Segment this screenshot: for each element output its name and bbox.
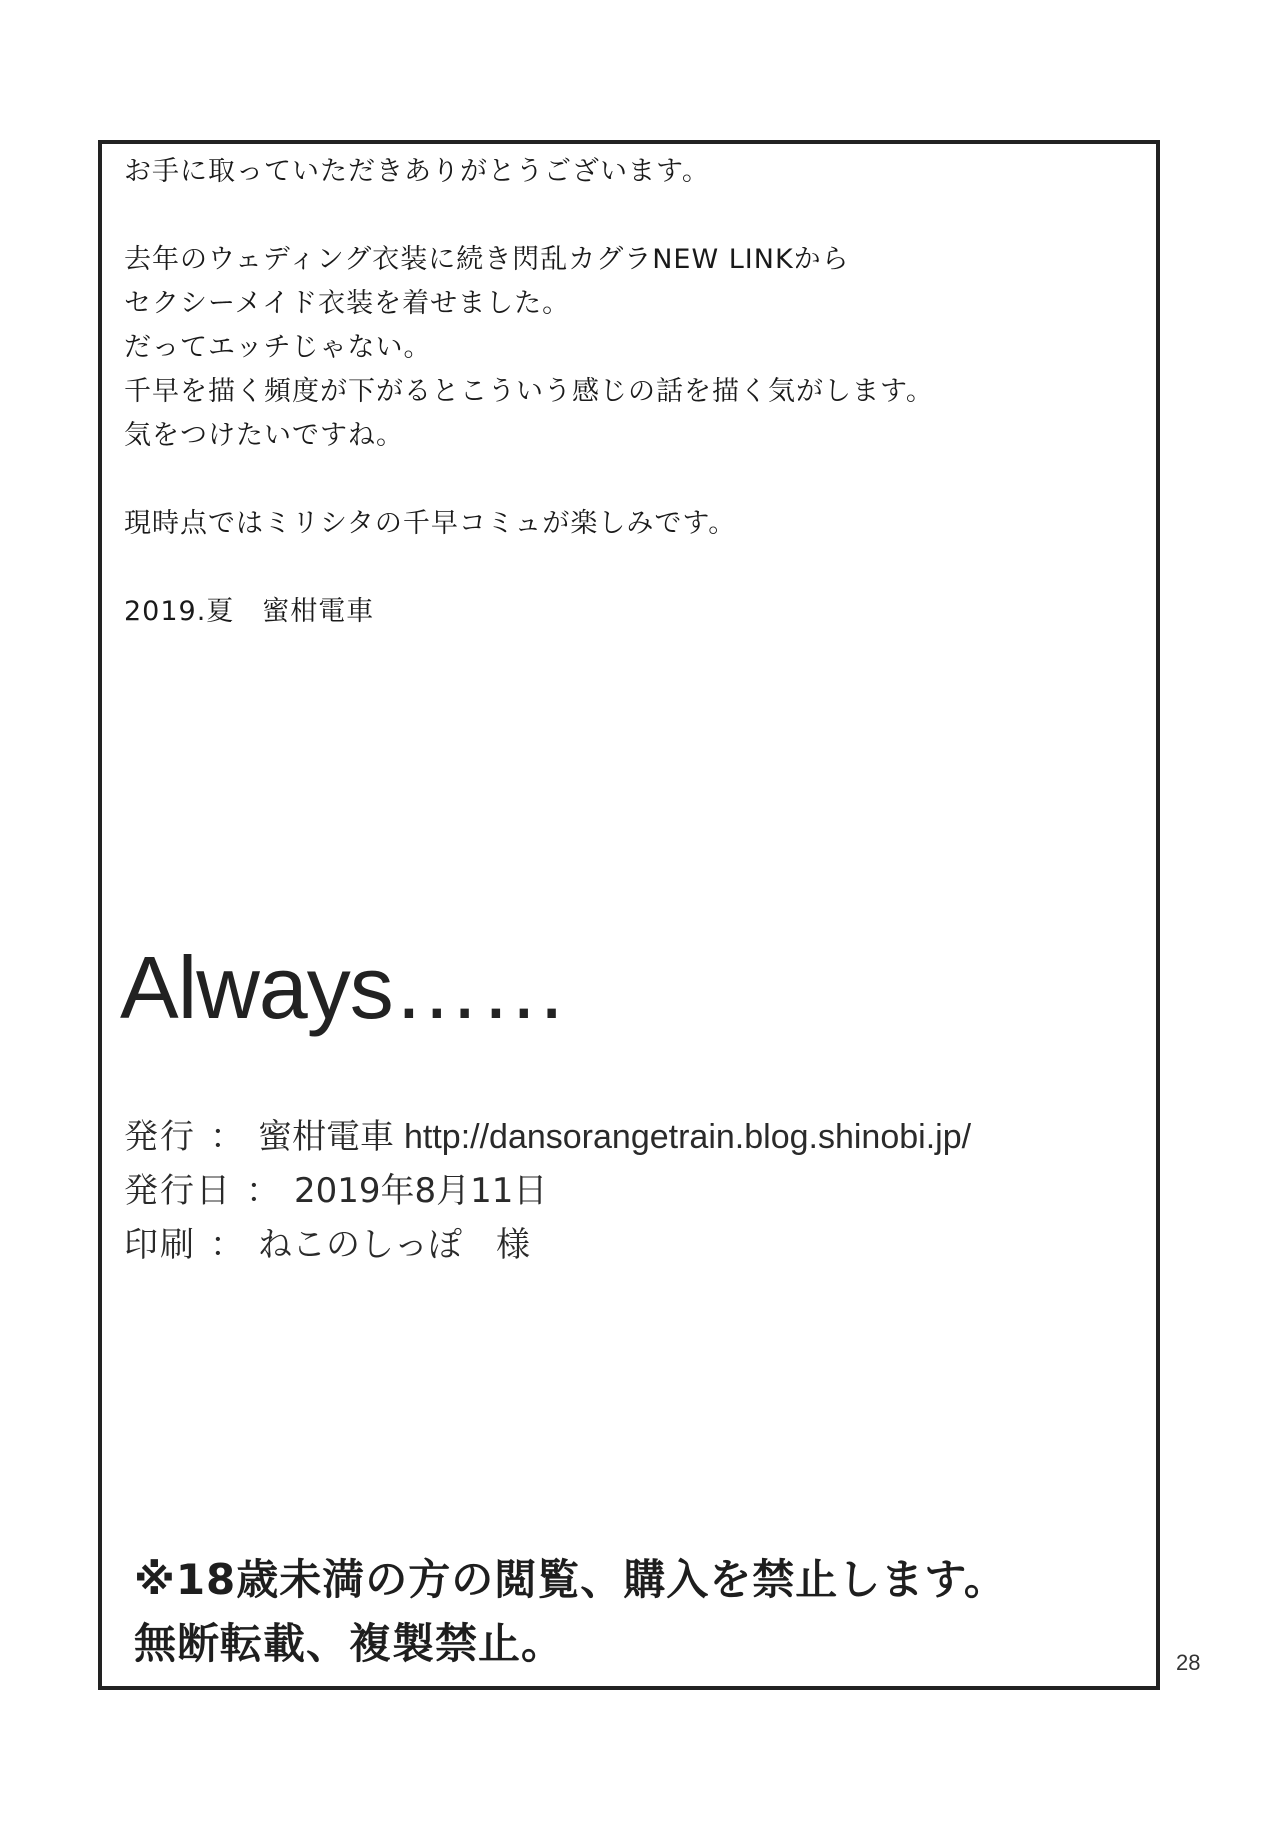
notice-line: ※18歳未満の方の閲覧、購入を禁止します。 [134, 1555, 1007, 1604]
afterword-line: 去年のウェディング衣装に続き閃乱カグラNEW LINKから [124, 244, 850, 275]
date-value: 2019年8月11日 [294, 1171, 548, 1211]
spacer [124, 194, 1124, 238]
printer-value: ねこのしっぽ 様 [258, 1225, 530, 1265]
separator: ： [210, 1225, 244, 1265]
spacer [124, 458, 1124, 502]
separator: ： [246, 1171, 280, 1211]
publisher-value: 蜜柑電車 [258, 1117, 394, 1157]
book-title: Always…… [120, 938, 567, 1037]
publisher-label: 発行 [124, 1117, 196, 1157]
afterword-line: お手に取っていただきありがとうございます。 [124, 156, 710, 187]
date-label: 発行日 [124, 1171, 232, 1211]
afterword [124, 150, 1124, 634]
publisher-url: http://dansorangetrain.blog.shinobi.jp/ [404, 1118, 972, 1156]
colophon-publisher [124, 1110, 971, 1164]
legal-notice [134, 1548, 1007, 1676]
spacer [124, 546, 1124, 590]
separator: ： [210, 1117, 244, 1157]
colophon-printer [124, 1218, 971, 1272]
page-number: 28 [1176, 1650, 1201, 1675]
afterword-line: 千早を描く頻度が下がるとこういう感じの話を描く気がします。 [124, 376, 934, 407]
afterword-line: 現時点ではミリシタの千早コミュが楽しみです。 [124, 508, 737, 539]
afterword-signature: 2019.夏 蜜柑電車 [124, 596, 375, 627]
printer-label: 印刷 [124, 1225, 196, 1265]
afterword-line: だってエッチじゃない。 [124, 332, 432, 363]
afterword-line: セクシーメイド衣装を着せました。 [124, 288, 571, 319]
notice-line: 無断転載、複製禁止。 [134, 1619, 565, 1668]
colophon-date [124, 1164, 971, 1218]
colophon [124, 1110, 971, 1272]
afterword-line: 気をつけたいですね。 [124, 420, 404, 451]
